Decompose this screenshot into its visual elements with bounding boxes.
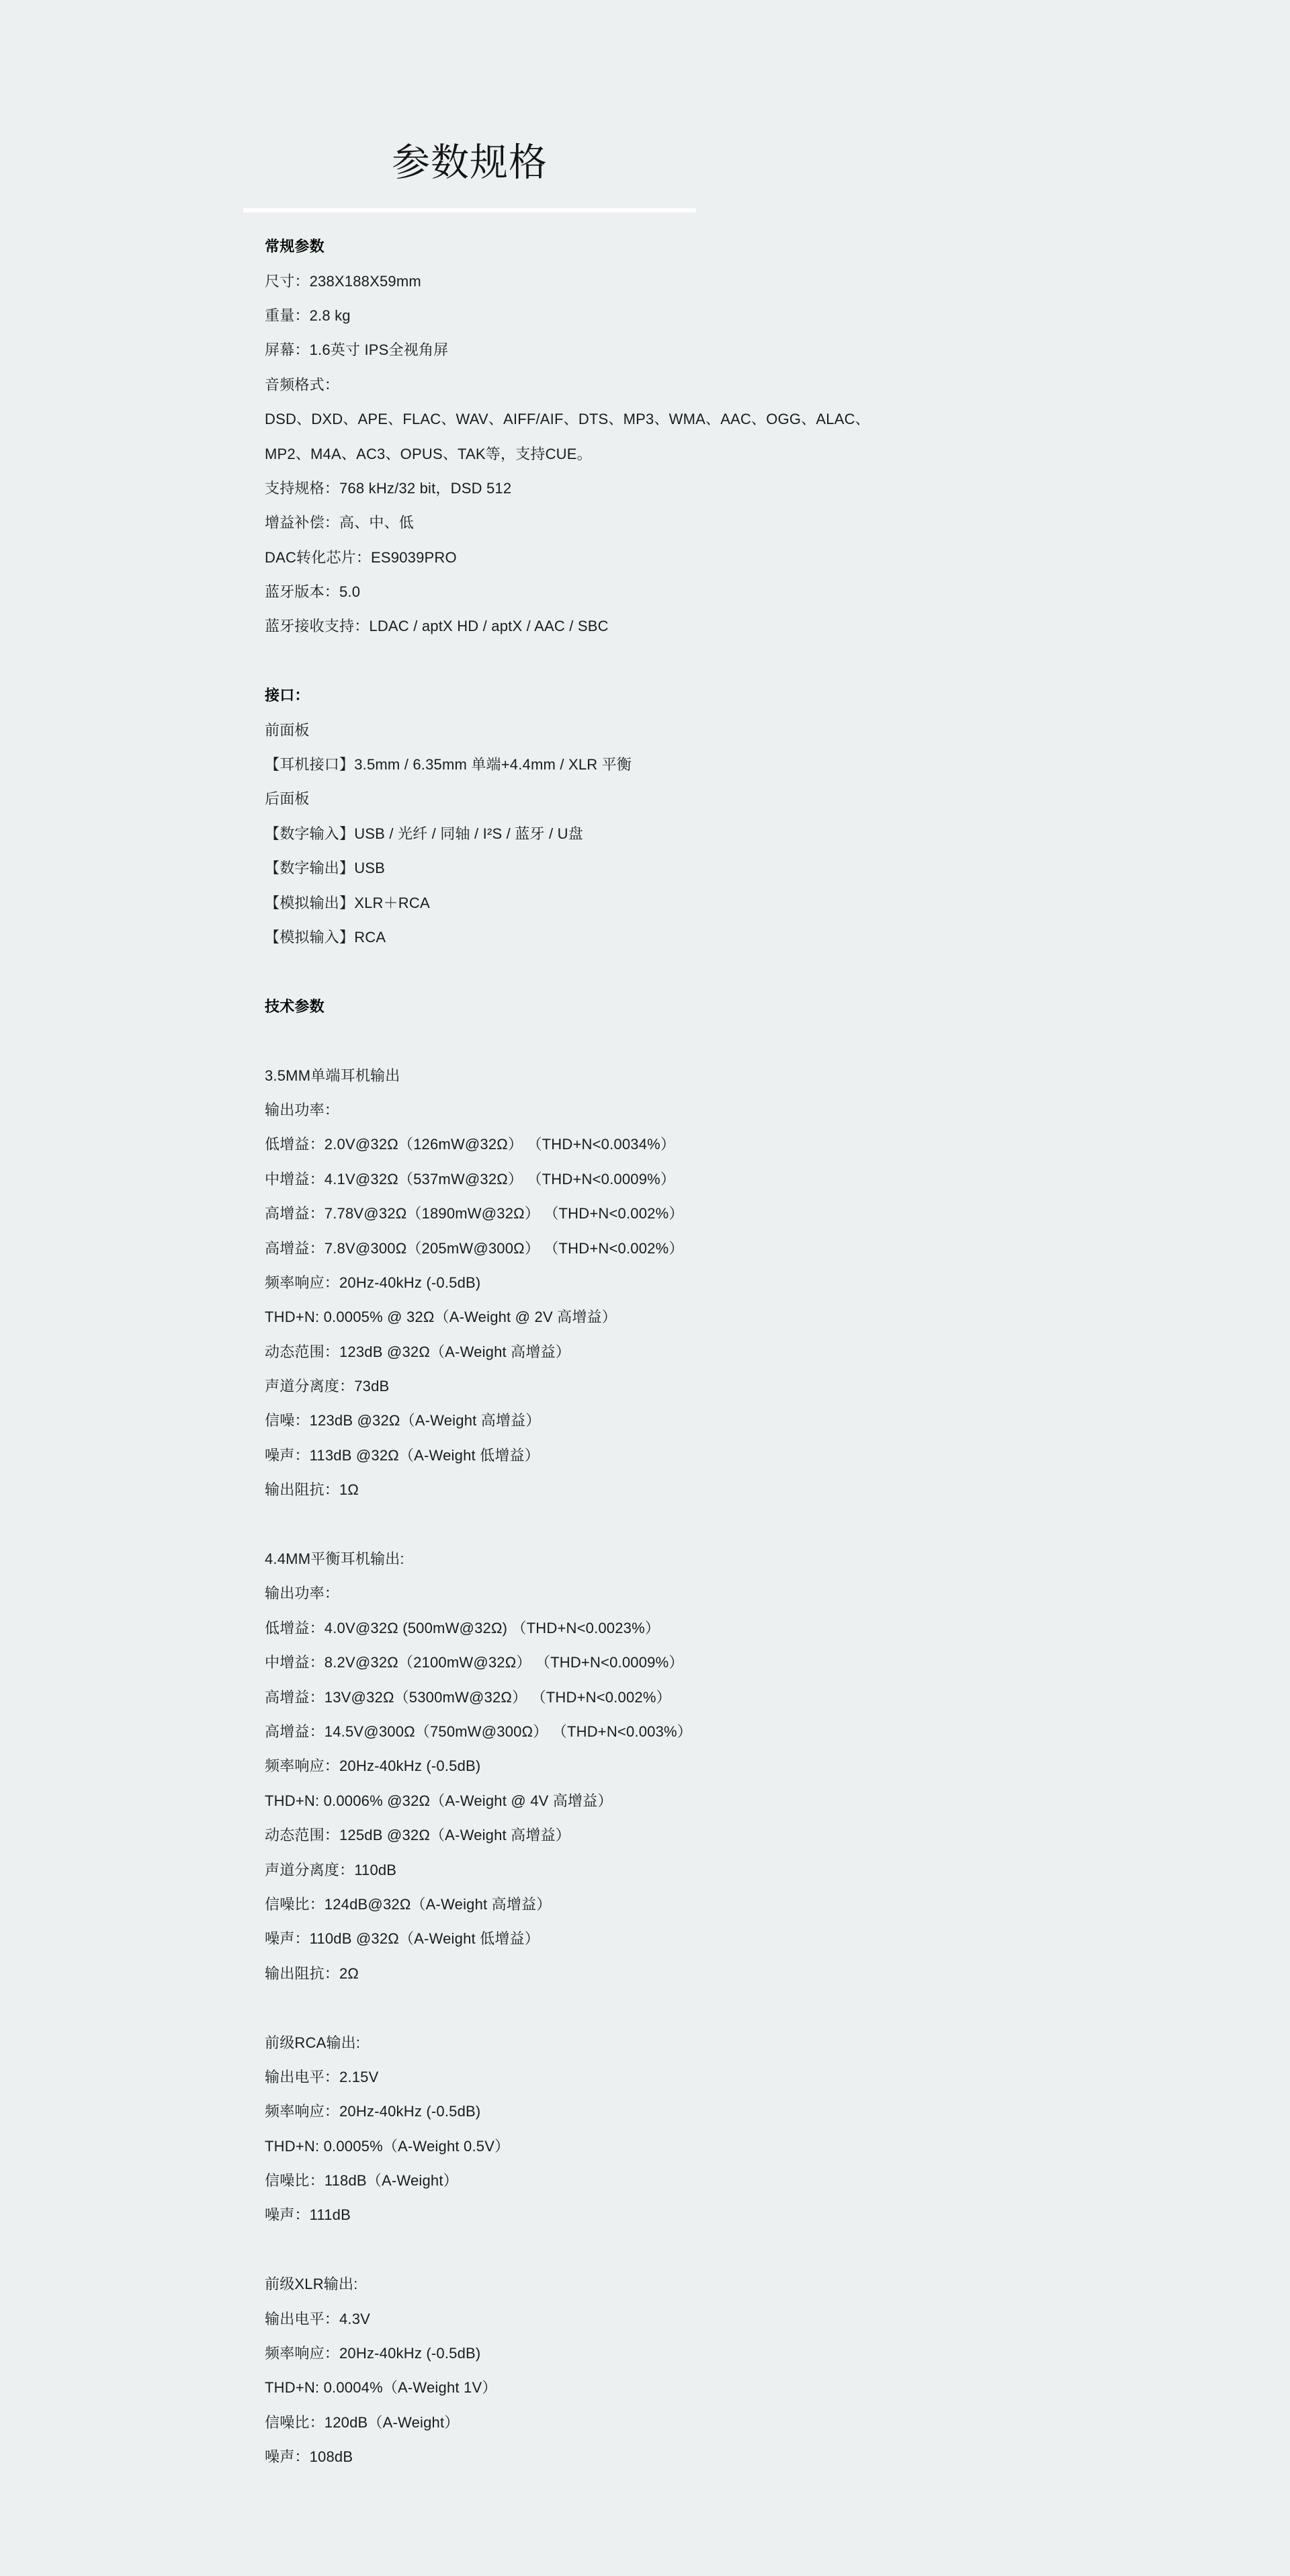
spec-line: THD+N: 0.0004%（A-Weight 1V）	[265, 2379, 497, 2397]
spec-line: 高增益：7.8V@300Ω（205mW@300Ω） （THD+N<0.002%）	[265, 1239, 684, 1257]
section-heading: 3.5MM单端耳机输出	[265, 1067, 400, 1084]
spec-line: 声道分离度：73dB	[265, 1378, 390, 1395]
spec-line: 噪声：108dB	[265, 2448, 353, 2466]
spec-line: 【模拟输出】XLR＋RCA	[265, 894, 430, 911]
spec-line: 增益补偿：高、中、低	[265, 514, 415, 532]
spec-line: 信噪比：120dB（A-Weight）	[265, 2413, 460, 2431]
spec-line: MP2、M4A、AC3、OPUS、TAK等，支持CUE。	[265, 445, 592, 462]
spec-line: THD+N: 0.0005% @ 32Ω（A-Weight @ 2V 高增益）	[265, 1308, 617, 1326]
spec-line: 输出功率：	[265, 1585, 340, 1602]
spec-line: 【模拟输入】RCA	[265, 929, 386, 946]
spec-line: 声道分离度：110dB	[265, 1861, 397, 1878]
spec-line: THD+N: 0.0006% @32Ω（A-Weight @ 4V 高增益）	[265, 1792, 613, 1809]
spec-line: 【数字输入】USB / 光纤 / 同轴 / I²S / 蓝牙 / U盘	[265, 825, 583, 842]
spec-line: 重量：2.8 kg	[265, 306, 351, 324]
spec-sheet	[265, 228, 1205, 2473]
spec-line: 输出阻抗：2Ω	[265, 1964, 359, 1982]
spec-line: 低增益：4.0V@32Ω (500mW@32Ω) （THD+N<0.0023%）	[265, 1619, 660, 1636]
spec-line: 噪声：110dB @32Ω（A-Weight 低增益）	[265, 1930, 540, 1948]
spec-line: DSD、DXD、APE、FLAC、WAV、AIFF/AIF、DTS、MP3、WMA、AAC、OGG、ALAC、	[265, 411, 870, 428]
spec-line: 【数字输出】USB	[265, 860, 386, 877]
spec-line: 屏幕：1.6英寸 IPS全视角屏	[265, 341, 449, 359]
page-title: 参数规格	[392, 141, 548, 185]
spec-line: 音频格式：	[265, 376, 340, 393]
spec-line: 高增益：13V@32Ω（5300mW@32Ω） （THD+N<0.002%）	[265, 1688, 671, 1706]
spec-line: 信噪：123dB @32Ω（A-Weight 高增益）	[265, 1412, 541, 1429]
spec-line: 前面板	[265, 721, 310, 739]
section-heading: 常规参数	[265, 238, 325, 255]
section-heading: 4.4MM平衡耳机输出:	[265, 1550, 404, 1568]
section-heading: 前级RCA输出:	[265, 2034, 361, 2051]
spec-line: 输出功率：	[265, 1101, 340, 1118]
spec-line: 频率响应：20Hz-40kHz (-0.5dB)	[265, 1757, 481, 1775]
spec-line: 动态范围：123dB @32Ω（A-Weight 高增益）	[265, 1343, 570, 1360]
spec-line: 后面板	[265, 790, 310, 808]
spec-line: 蓝牙版本：5.0	[265, 583, 361, 601]
spec-line: 支持规格：768 kHz/32 bit，DSD 512	[265, 479, 512, 497]
spec-line: 高增益：14.5V@300Ω（750mW@300Ω） （THD+N<0.003%）	[265, 1722, 692, 1740]
spec-line: 噪声：111dB	[265, 2206, 351, 2224]
spec-line: DAC转化芯片：ES9039PRO	[265, 548, 457, 566]
spec-line: 低增益：2.0V@32Ω（126mW@32Ω） （THD+N<0.0034%）	[265, 1136, 676, 1153]
spec-line: 输出电平：4.3V	[265, 2310, 371, 2327]
divider-line	[243, 208, 696, 212]
spec-line: 输出电平：2.15V	[265, 2068, 379, 2085]
spec-line: 频率响应：20Hz-40kHz (-0.5dB)	[265, 2103, 481, 2120]
spec-line: THD+N: 0.0005%（A-Weight 0.5V）	[265, 2137, 510, 2155]
spec-line: 信噪比：124dB@32Ω（A-Weight 高增益）	[265, 1895, 552, 1913]
spec-line: 尺寸：238X188X59mm	[265, 272, 421, 290]
spec-line: 高增益：7.78V@32Ω（1890mW@32Ω） （THD+N<0.002%）	[265, 1205, 684, 1222]
spec-line: 噪声：113dB @32Ω（A-Weight 低增益）	[265, 1446, 540, 1464]
spec-line: 频率响应：20Hz-40kHz (-0.5dB)	[265, 2345, 481, 2362]
spec-line: 【耳机接口】3.5mm / 6.35mm 单端+4.4mm / XLR 平衡	[265, 756, 632, 774]
spec-line: 中增益：4.1V@32Ω（537mW@32Ω） （THD+N<0.0009%）	[265, 1170, 676, 1188]
spec-line: 蓝牙接收支持：LDAC / aptX HD / aptX / AAC / SBC	[265, 618, 609, 635]
spec-line: 频率响应：20Hz-40kHz (-0.5dB)	[265, 1274, 481, 1291]
section-heading: 接口：	[265, 687, 310, 704]
spec-line: 中增益：8.2V@32Ω（2100mW@32Ω） （THD+N<0.0009%）	[265, 1654, 684, 1671]
spec-line: 输出阻抗：1Ω	[265, 1481, 359, 1499]
section-heading: 技术参数	[265, 997, 325, 1015]
section-heading: 前级XLR输出:	[265, 2276, 358, 2293]
spec-line: 信噪比：118dB（A-Weight）	[265, 2172, 458, 2190]
spec-line: 动态范围：125dB @32Ω（A-Weight 高增益）	[265, 1827, 570, 1844]
